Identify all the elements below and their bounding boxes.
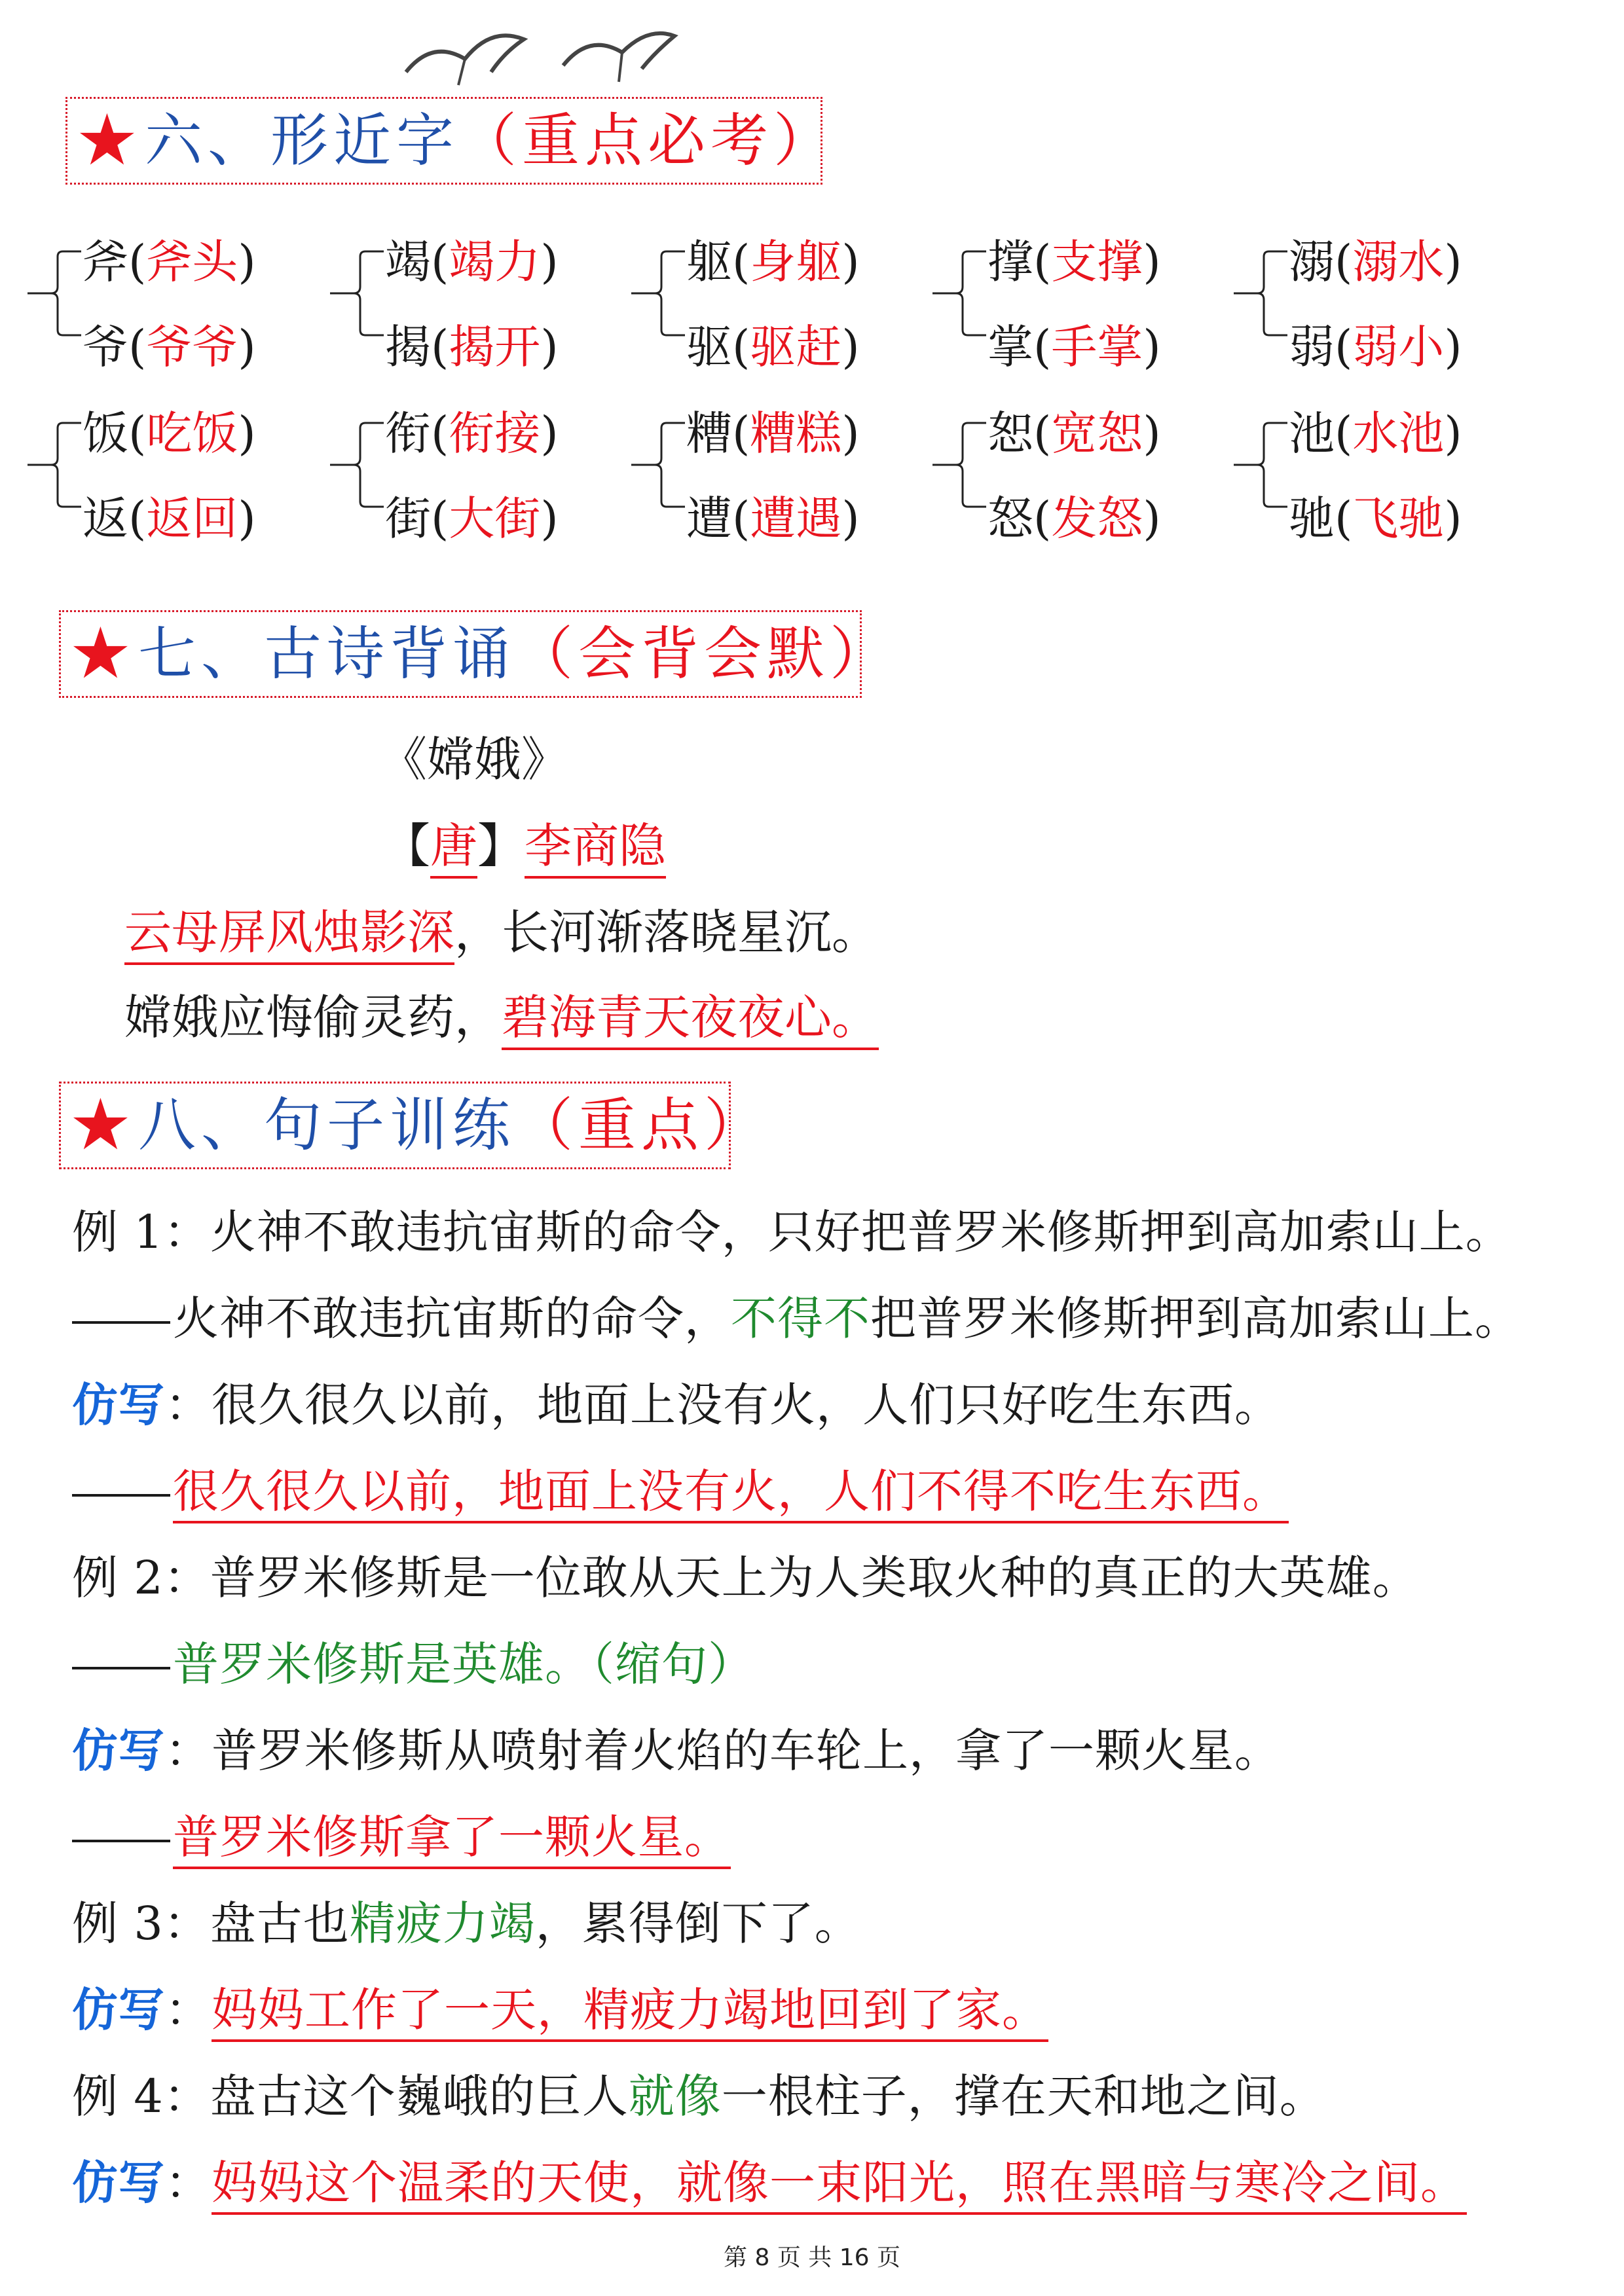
char-item: 驱(驱赶) bbox=[686, 320, 860, 374]
section-6-note: （重点必考） bbox=[459, 107, 837, 174]
char-item: 饭(吃饭) bbox=[83, 407, 256, 460]
section-6-title: 六、形近字 bbox=[145, 107, 460, 174]
char-item: 遭(遭遇) bbox=[686, 492, 860, 545]
brace-icon bbox=[1231, 247, 1290, 339]
example-2-rewrite: 普罗米修斯是英雄。（缩句） bbox=[72, 1637, 754, 1692]
char-pair bbox=[1231, 407, 1506, 545]
section-8-note: （重点） bbox=[515, 1091, 767, 1159]
char-pair bbox=[327, 407, 602, 545]
char-pair bbox=[25, 407, 300, 545]
dash bbox=[72, 1321, 170, 1324]
char-item: 溺(溺水) bbox=[1289, 235, 1462, 289]
char-item: 掌(手掌) bbox=[987, 320, 1161, 374]
section-7-header bbox=[59, 610, 893, 698]
section-7-note: （会背会默） bbox=[515, 620, 893, 687]
page-footer: 第 8 页 共 16 页 bbox=[724, 2244, 900, 2271]
imitation-3: 仿写：妈妈工作了一天，精疲力竭地回到了家。 bbox=[72, 1982, 1048, 2037]
char-item: 竭(竭力) bbox=[385, 235, 559, 289]
imitation-2-answer: 普罗米修斯拿了一颗火星。 bbox=[72, 1810, 731, 1865]
section-7-title: 七、古诗背诵 bbox=[138, 620, 516, 687]
star-icon: ★ bbox=[69, 1084, 132, 1166]
char-item: 撑(支撑) bbox=[987, 235, 1161, 289]
imitation-1-answer: 很久很久以前，地面上没有火，人们不得不吃生东西。 bbox=[72, 1464, 1289, 1519]
char-pair bbox=[629, 235, 904, 374]
crane-decoration-icon bbox=[393, 13, 681, 92]
poem-title: 《嫦娥》 bbox=[380, 732, 569, 787]
dash bbox=[72, 1840, 170, 1842]
char-item: 揭(揭开) bbox=[385, 320, 559, 374]
example-4: 例 4：盘古这个巍峨的巨人就像一根柱子，撑在天和地之间。 bbox=[72, 2069, 1326, 2123]
imitation-4: 仿写：妈妈这个温柔的天使，就像一束阳光，照在黑暗与寒冷之间。 bbox=[72, 2155, 1467, 2210]
char-pair bbox=[1231, 235, 1506, 374]
char-item: 斧(斧头) bbox=[83, 235, 256, 289]
section-8-header bbox=[59, 1082, 767, 1169]
poem-author-line: 【唐】李商隐 bbox=[383, 820, 666, 872]
char-item: 衔(衔接) bbox=[385, 407, 559, 460]
example-1: 例 1：火神不敢违抗宙斯的命令，只好把普罗米修斯押到高加索山上。 bbox=[72, 1205, 1512, 1259]
char-item: 弱(弱小) bbox=[1289, 320, 1462, 374]
char-item: 返(返回) bbox=[83, 492, 256, 545]
char-item: 恕(宽恕) bbox=[987, 407, 1161, 460]
brace-icon bbox=[25, 247, 84, 339]
char-item: 躯(身躯) bbox=[686, 235, 860, 289]
char-item: 糟(糟糕) bbox=[686, 407, 860, 460]
char-item: 爷(爷爷) bbox=[83, 320, 256, 374]
poem-author: 李商隐 bbox=[525, 818, 666, 879]
example-2: 例 2：普罗米修斯是一位敢从天上为人类取火种的真正的大英雄。 bbox=[72, 1551, 1419, 1605]
brace-icon bbox=[327, 247, 386, 339]
char-item: 怒(发怒) bbox=[987, 492, 1161, 545]
char-pair bbox=[930, 407, 1205, 545]
star-icon: ★ bbox=[69, 613, 132, 695]
poem-dynasty: 唐 bbox=[430, 818, 477, 879]
brace-icon bbox=[25, 419, 84, 511]
brace-icon bbox=[629, 247, 688, 339]
char-item: 街(大街) bbox=[385, 492, 559, 545]
char-pair bbox=[327, 235, 602, 374]
example-3: 例 3：盘古也精疲力竭，累得倒下了。 bbox=[72, 1897, 861, 1950]
poem-line-1: 云母屏风烛影深，长河渐落晓星沉。 bbox=[124, 906, 879, 958]
dash bbox=[72, 1494, 170, 1497]
brace-icon bbox=[930, 247, 989, 339]
section-6-header bbox=[65, 97, 837, 185]
example-1-rewrite: 火神不敢违抗宙斯的命令，不得不把普罗米修斯押到高加索山上。 bbox=[72, 1291, 1521, 1346]
char-pair bbox=[629, 407, 904, 545]
star-icon: ★ bbox=[75, 100, 139, 181]
brace-icon bbox=[629, 419, 688, 511]
imitation-2: 仿写：普罗米修斯从喷射着火焰的车轮上，拿了一颗火星。 bbox=[72, 1723, 1281, 1777]
char-pair bbox=[25, 235, 300, 374]
brace-icon bbox=[930, 419, 989, 511]
char-item: 池(水池) bbox=[1289, 407, 1462, 460]
brace-icon bbox=[327, 419, 386, 511]
dash bbox=[72, 1667, 170, 1669]
imitation-1: 仿写：很久很久以前，地面上没有火，人们只好吃生东西。 bbox=[72, 1377, 1281, 1432]
brace-icon bbox=[1231, 419, 1290, 511]
section-8-title: 八、句子训练 bbox=[138, 1091, 516, 1159]
poem-line-2: 嫦娥应悔偷灵药，碧海青天夜夜心。 bbox=[124, 991, 879, 1044]
char-pair bbox=[930, 235, 1205, 374]
char-item: 驰(飞驰) bbox=[1289, 492, 1462, 545]
